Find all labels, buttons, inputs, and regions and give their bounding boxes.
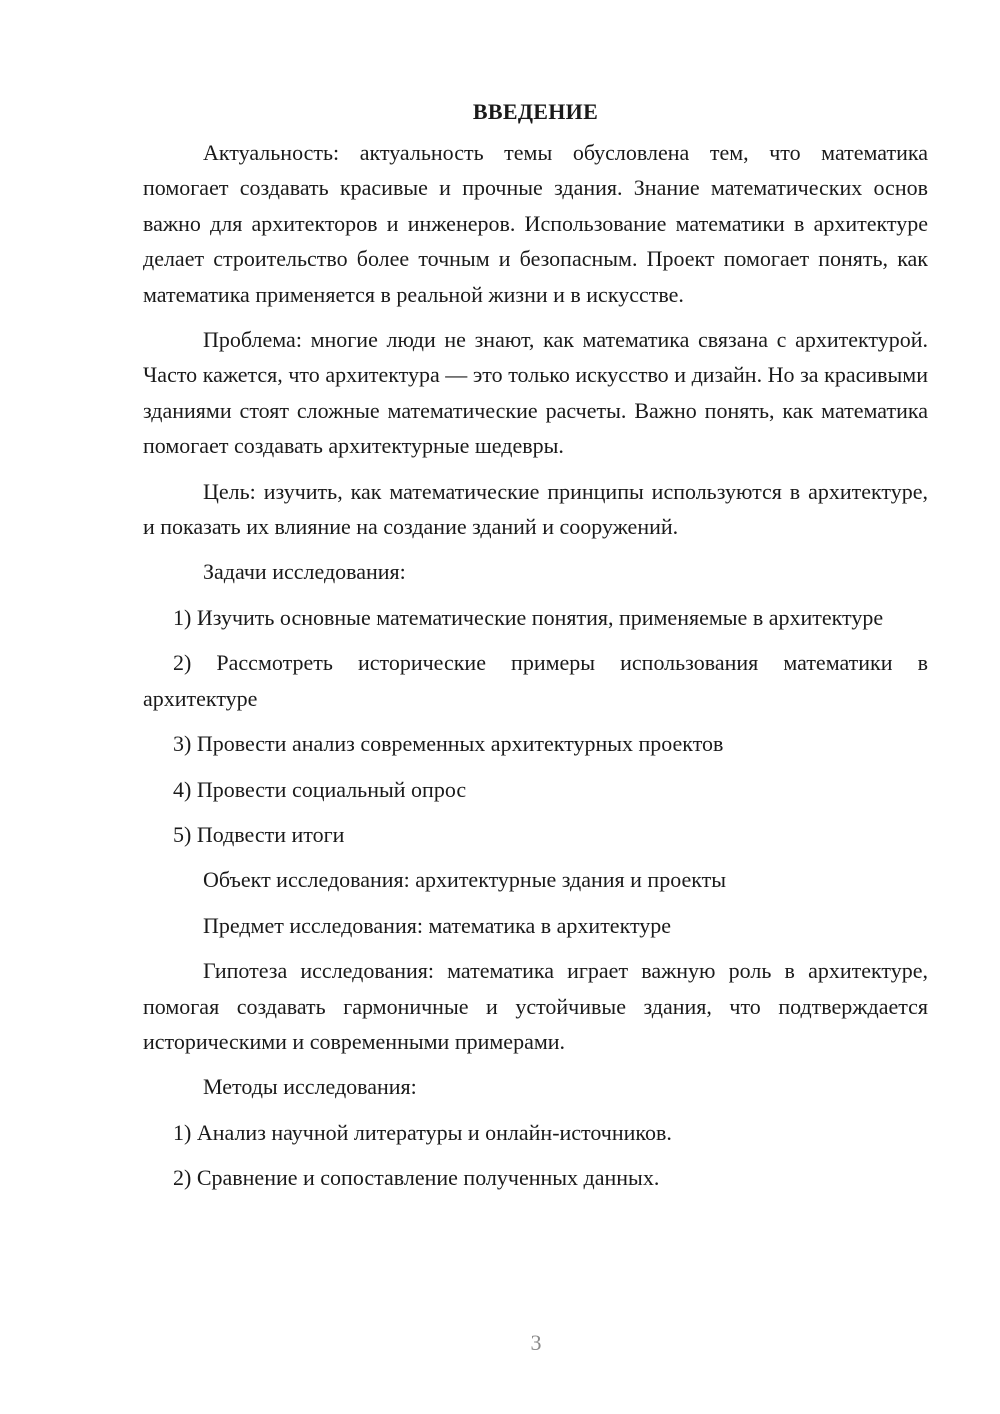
paragraph: Гипотеза исследования: математика играет важную роль в архитектуре, помогая создавать гармоничные и устойчивые здания, что подтверждается историческими и современными примерами. <box>143 958 928 1054</box>
list-item: 3) Провести анализ современных архитектурных проектов <box>173 731 724 757</box>
paragraph: Объект исследования: архитектурные здания и проекты <box>203 867 727 893</box>
paragraph-list <box>143 135 928 1196</box>
list-item: 1) Анализ научной литературы и онлайн-источников. <box>173 1119 672 1145</box>
page-content <box>143 94 928 1196</box>
paragraph: Цель: изучить, как математические принципы используются в архитектуре, и показать их влияние на создание зданий и сооружений. <box>143 478 928 540</box>
paragraph: Актуальность: актуальность темы обусловлена тем, что математика помогает создавать красивые и прочные здания. Знание математических основ важно для архитекторов и инженеров. Использование математики в архитектуре делает строительство более точным и безопасным. Проект помогает понять, как математика применяется в реальной жизни и в искусстве. <box>143 140 928 307</box>
list-item: 2) Рассмотреть исторические примеры использования математики в архитектуре <box>143 650 928 711</box>
paragraph: Задачи исследования: <box>203 559 406 585</box>
list-item: 5) Подвести итоги <box>173 821 345 847</box>
paragraph: Предмет исследования: математика в архитектуре <box>203 912 672 938</box>
paragraph: Методы исследования: <box>203 1074 417 1100</box>
paragraph: Проблема: многие люди не знают, как математика связана с архитектурой. Часто кажется, что архитектура — это только искусство и дизайн. Но за красивыми зданиями стоят сложные математические расчеты. Важно понять, как математика помогает создавать архитектурные шедевры. <box>143 327 928 459</box>
list-item: 2) Сравнение и сопоставление полученных данных. <box>173 1165 660 1191</box>
section-title: ВВЕДЕНИЕ <box>472 99 599 124</box>
page-number: 3 <box>530 1330 542 1355</box>
list-item: 4) Провести социальный опрос <box>173 776 467 802</box>
list-item: 1) Изучить основные математические понятия, применяемые в архитектуре <box>173 604 884 630</box>
